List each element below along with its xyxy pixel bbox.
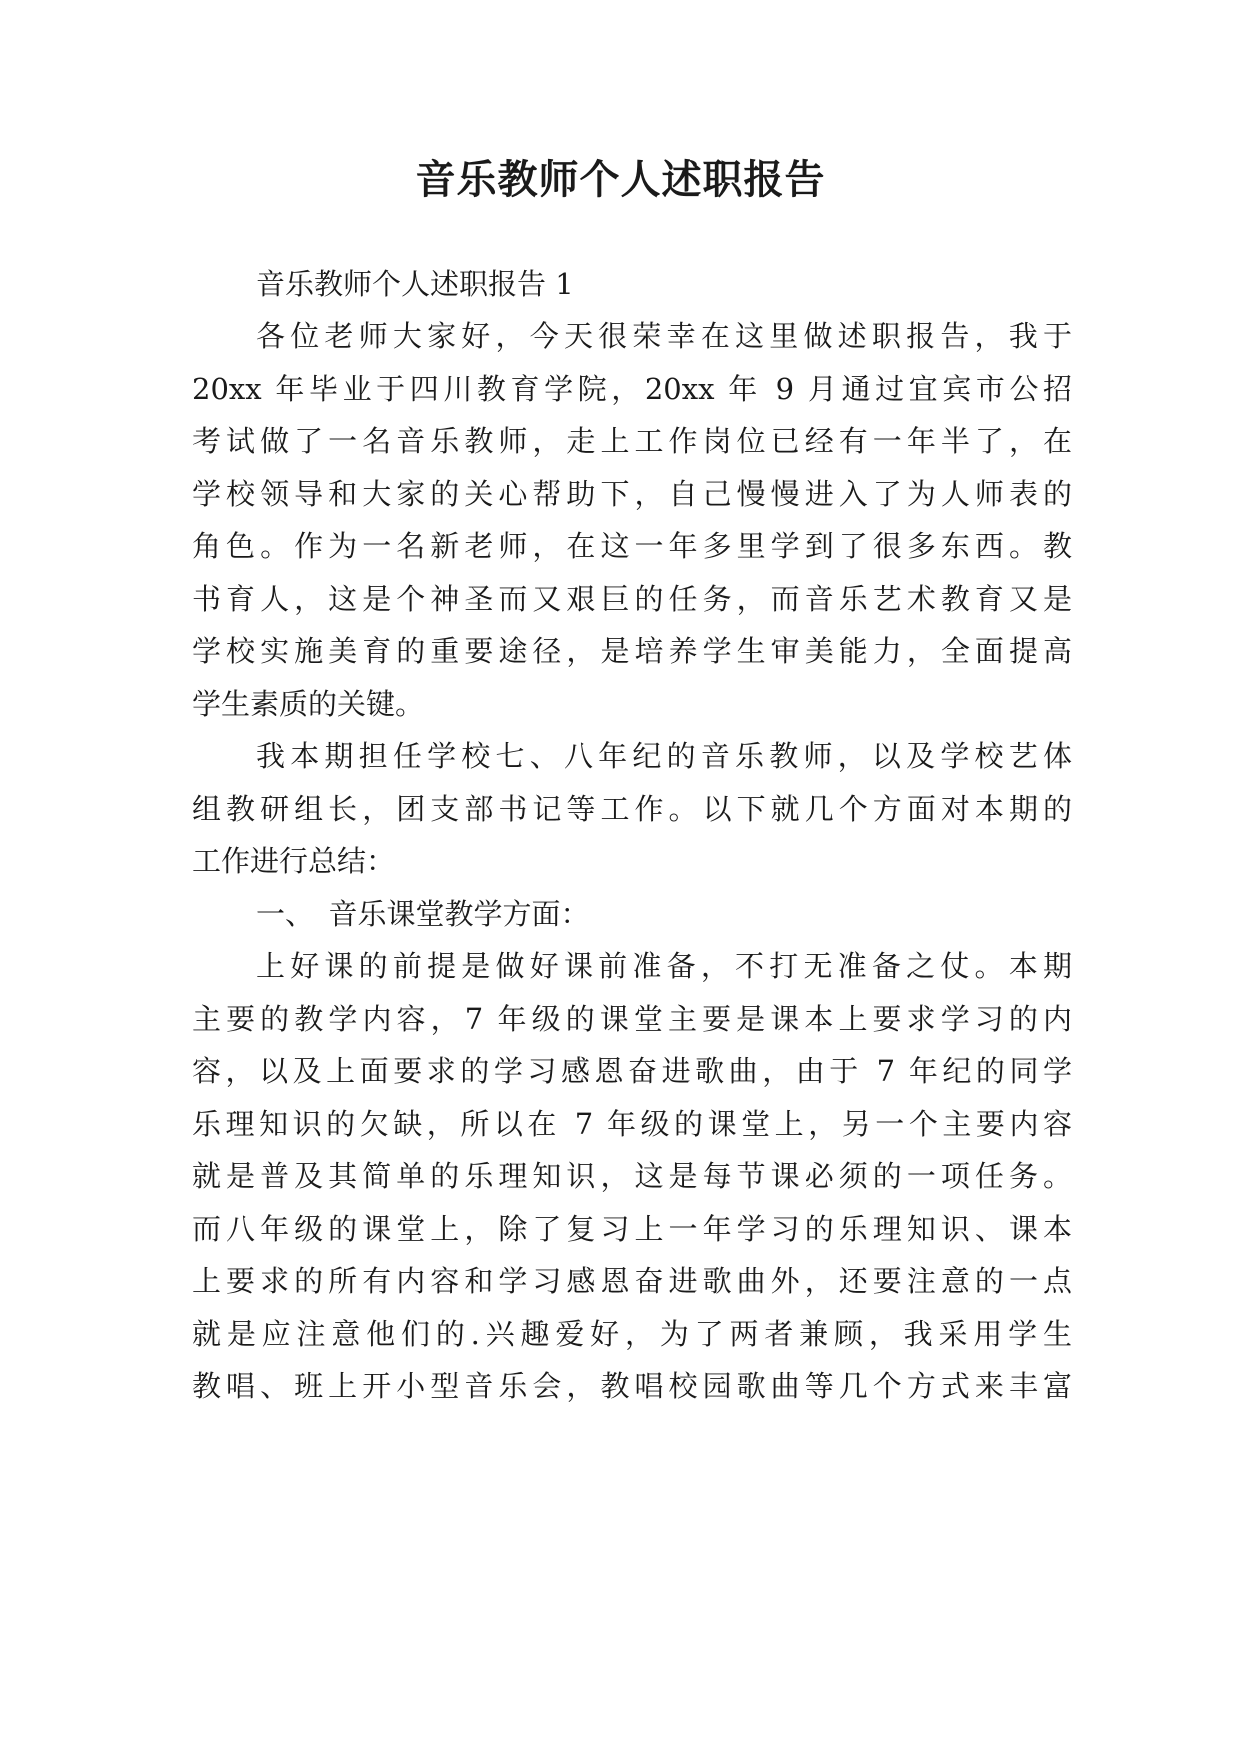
paragraph-line: 学校领导和大家的关心帮助下，自己慢慢进入了为人师表的: [192, 477, 1072, 511]
paragraph-line: 角色。作为一名新老师，在这一年多里学到了很多东西。教: [192, 529, 1072, 563]
paragraph-line: 就是普及其简单的乐理知识，这是每节课必须的一项任务。: [192, 1159, 1072, 1193]
section-heading: 音乐教师个人述职报告 1: [256, 267, 574, 301]
paragraph-line: 组教研组长，团支部书记等工作。以下就几个方面对本期的: [192, 792, 1072, 826]
paragraph-line: 乐理知识的欠缺，所以在 7 年级的课堂上，另一个主要内容: [192, 1107, 1072, 1141]
paragraph-line: 就是应注意他们的.兴趣爱好，为了两者兼顾，我采用学生: [192, 1317, 1072, 1351]
section-heading: 一、 音乐课堂教学方面：: [256, 897, 590, 931]
document-title: 音乐教师个人述职报告: [415, 157, 826, 203]
paragraph-line: 上好课的前提是做好课前准备，不打无准备之仗。本期: [256, 949, 1072, 983]
paragraph-line: 我本期担任学校七、八年纪的音乐教师，以及学校艺体: [256, 739, 1072, 773]
paragraph-line: 学校实施美育的重要途径，是培养学生审美能力，全面提高: [192, 634, 1072, 668]
paragraph-line: 教唱、班上开小型音乐会，教唱校园歌曲等几个方式来丰富: [192, 1369, 1072, 1403]
paragraph-line: 而八年级的课堂上，除了复习上一年学习的乐理知识、课本: [192, 1212, 1072, 1246]
paragraph-line: 主要的教学内容，7 年级的课堂主要是课本上要求学习的内: [192, 1002, 1072, 1036]
paragraph-line: 容，以及上面要求的学习感恩奋进歌曲，由于 7 年纪的同学: [192, 1054, 1072, 1088]
paragraph-line: 20xx 年毕业于四川教育学院，20xx 年 9 月通过宜宾市公招: [192, 372, 1072, 406]
paragraph-line: 书育人，这是个神圣而又艰巨的任务，而音乐艺术教育又是: [192, 582, 1072, 616]
paragraph-line: 各位老师大家好，今天很荣幸在这里做述职报告，我于: [256, 319, 1072, 353]
paragraph-line: 上要求的所有内容和学习感恩奋进歌曲外，还要注意的一点: [192, 1264, 1072, 1298]
paragraph-line: 工作进行总结：: [192, 844, 396, 878]
paragraph-line: 学生素质的关键。: [192, 687, 425, 721]
paragraph-line: 考试做了一名音乐教师，走上工作岗位已经有一年半了，在: [192, 424, 1072, 458]
